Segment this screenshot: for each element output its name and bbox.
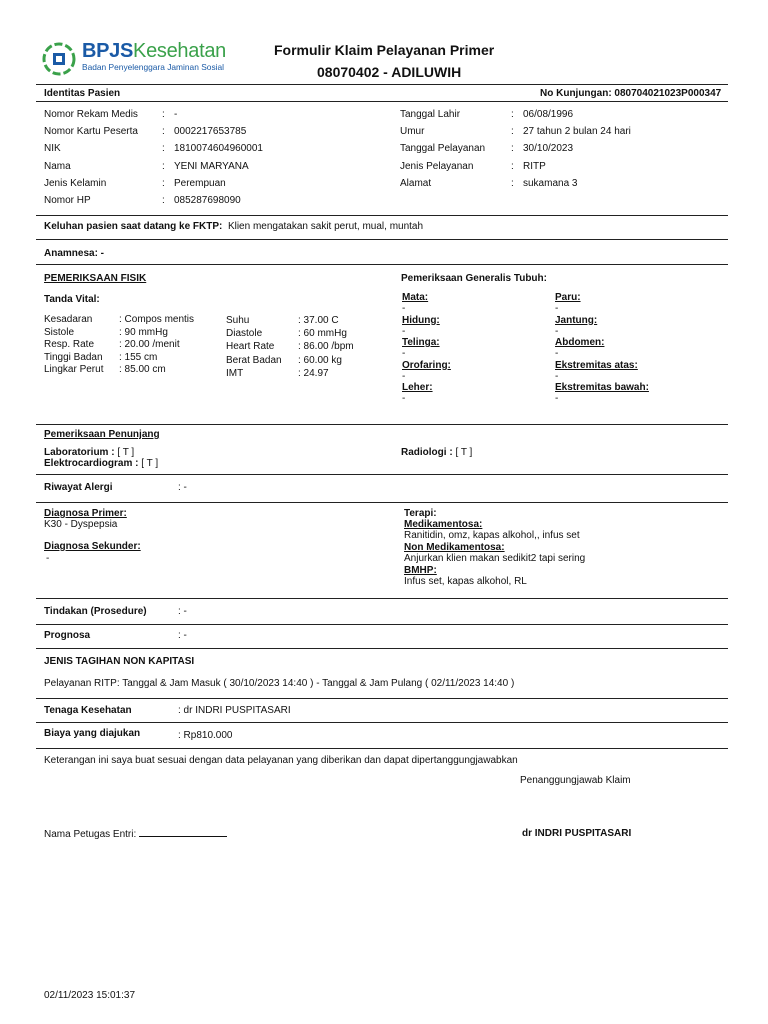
bmhp-value: Infus set, kapas alkohol, RL	[404, 576, 527, 587]
identitas-value: 1810074604960001	[174, 143, 263, 155]
generalis-label: Ekstremitas bawah:	[555, 382, 649, 393]
diagnosa-primer-label: Diagnosa Primer:	[44, 508, 127, 519]
divider	[36, 698, 728, 699]
radiologi-value: [ T ]	[455, 447, 473, 458]
vital-label: Berat Badan	[226, 354, 282, 366]
identitas-label: NIK	[44, 143, 61, 155]
vital-label: Resp. Rate	[44, 339, 95, 351]
identitas-colon: :	[162, 109, 165, 120]
vital-label: Sistole	[44, 326, 75, 338]
identitas-label: Nomor Rekam Medis	[44, 109, 138, 120]
bpjs-logo	[42, 40, 242, 76]
identitas-label: Umur	[400, 126, 425, 138]
petugas-entri-signature-line	[139, 828, 227, 837]
divider	[36, 748, 728, 749]
identitas-value: YENI MARYANA	[174, 160, 249, 172]
divider	[36, 722, 728, 723]
generalis-label: Hidung:	[402, 314, 440, 326]
diagnosa-primer-value: K30 - Dyspepsia	[44, 519, 118, 530]
generalis-value: -	[555, 370, 559, 382]
identitas-label: Tanggal Pelayanan	[400, 143, 486, 155]
identitas-colon: :	[511, 126, 514, 138]
laboratorium-label: Laboratorium :	[44, 447, 115, 458]
divider	[36, 424, 728, 425]
identitas-label: Nomor HP	[44, 195, 91, 206]
vital-label: IMT	[226, 367, 244, 379]
no-kunjungan: No Kunjungan: 080704021023P000347	[540, 88, 722, 99]
vital-value: : 86.00 /bpm	[298, 341, 354, 353]
vital-label: Tinggi Badan	[44, 351, 103, 363]
vital-value: : 60.00 kg	[298, 354, 342, 366]
divider	[36, 624, 728, 625]
identitas-value: sukamana 3	[523, 177, 578, 189]
divider	[36, 101, 728, 102]
anamnesa: Anamnesa: -	[44, 248, 105, 259]
prognosa-value: : -	[178, 630, 187, 641]
tagihan-title: JENIS TAGIHAN NON KAPITASI	[44, 656, 195, 667]
prognosa-label: Prognosa	[44, 630, 91, 641]
identitas-colon: :	[162, 160, 165, 172]
identitas-value: RITP	[523, 160, 546, 172]
alergi-value: : -	[178, 482, 187, 493]
identitas-section-label: Identitas Pasien	[44, 88, 121, 99]
logo-brand-kesehatan: Kesehatan	[133, 40, 226, 62]
identitas-colon: :	[511, 109, 514, 120]
generalis-label: Paru:	[555, 292, 581, 303]
ekg-label: Elektrocardiogram :	[44, 458, 139, 469]
identitas-value: -	[174, 109, 178, 120]
medikamentosa-label: Medikamentosa:	[404, 519, 483, 530]
diagnosa-sekunder-value: -	[46, 553, 50, 564]
generalis-value: -	[402, 393, 406, 404]
vital-value: : 37.00 C	[298, 315, 339, 326]
generalis-value: -	[402, 325, 406, 337]
divider	[36, 84, 728, 85]
identitas-colon: :	[162, 177, 165, 189]
generalis-value: -	[555, 303, 559, 314]
identitas-colon: :	[511, 160, 514, 172]
pemeriksaan-fisik-title: PEMERIKSAAN FISIK	[44, 273, 147, 284]
generalis-label: Leher:	[402, 382, 433, 393]
identitas-value: 06/08/1996	[523, 109, 574, 120]
logo-brand-bpjs: BPJS	[82, 40, 134, 62]
vital-value: : 60 mmHg	[298, 328, 347, 340]
keluhan-label: Keluhan pasien saat datang ke FKTP:	[44, 221, 223, 232]
generalis-value: -	[555, 348, 559, 359]
diagnosa-sekunder-label: Diagnosa Sekunder:	[44, 541, 141, 552]
vital-value: : 20.00 /menit	[119, 339, 180, 351]
non-medikamentosa-value: Anjurkan klien makan sedikit2 tapi sering	[404, 553, 586, 564]
vital-label: Kesadaran	[44, 314, 93, 325]
radiologi-label: Radiologi :	[401, 447, 453, 458]
generalis-label: Orofaring:	[402, 359, 451, 371]
identitas-colon: :	[511, 143, 514, 155]
ekg-row	[44, 458, 158, 469]
tanda-vital-label: Tanda Vital:	[44, 294, 100, 305]
generalis-value: -	[402, 348, 406, 359]
generalis-label: Jantung:	[555, 314, 598, 326]
keluhan-value: Klien mengatakan sakit perut, mual, muntah	[227, 221, 424, 232]
vital-value: : Compos mentis	[119, 314, 195, 325]
bmhp-label: BMHP:	[404, 565, 437, 576]
divider	[36, 648, 728, 649]
generalis-label: Ekstremitas atas:	[555, 359, 638, 371]
penanggungjawab-label: Penanggungjawab Klaim	[520, 775, 631, 786]
laboratorium-value: [ T ]	[117, 447, 135, 458]
non-medikamentosa-label: Non Medikamentosa:	[404, 542, 505, 553]
vital-value: : 24.97	[298, 367, 329, 379]
logo-brand	[82, 40, 226, 63]
divider	[36, 215, 728, 216]
generalis-label: Mata:	[402, 292, 429, 303]
vital-value: : 155 cm	[119, 351, 158, 363]
identitas-label: Nama	[44, 160, 71, 172]
generalis-label: Abdomen:	[555, 337, 605, 348]
identitas-colon: :	[162, 143, 165, 155]
tenaga-label: Tenaga Kesehatan	[44, 705, 132, 716]
identitas-value: 0002217653785	[174, 126, 247, 138]
generalis-value: -	[402, 303, 406, 314]
divider	[36, 239, 728, 240]
footer-timestamp: 02/11/2023 15:01:37	[44, 990, 136, 1001]
divider	[36, 502, 728, 503]
biaya-label: Biaya yang diajukan	[44, 728, 141, 739]
vital-label: Diastole	[226, 328, 263, 340]
medikamentosa-value: Ranitidin, omz, kapas alkohol,, infus set	[404, 530, 580, 541]
keluhan-row	[44, 221, 423, 232]
generalis-value: -	[402, 370, 406, 382]
vital-value: : 85.00 cm	[119, 364, 166, 376]
identitas-label: Jenis Kelamin	[44, 177, 107, 189]
form-title: Formulir Klaim Pelayanan Primer	[274, 42, 495, 58]
vital-label: Suhu	[226, 315, 250, 326]
identitas-label: Nomor Kartu Peserta	[44, 126, 138, 138]
petugas-entri-label: Nama Petugas Entri:	[44, 829, 137, 840]
petugas-entri-row	[44, 828, 227, 840]
generalis-value: -	[555, 393, 559, 404]
identitas-label: Alamat	[400, 177, 432, 189]
divider	[36, 598, 728, 599]
identitas-colon: :	[162, 126, 165, 138]
identitas-value: Perempuan	[174, 177, 226, 189]
identitas-colon: :	[162, 195, 165, 206]
tagihan-text: Pelayanan RITP: Tanggal & Jam Masuk ( 30/10/2023 14:40 ) - Tanggal & Jam Pulang ( 02/11/2023 14:40 )	[44, 678, 515, 689]
identitas-label: Tanggal Lahir	[400, 109, 461, 120]
bpjs-emblem-icon	[42, 42, 76, 76]
form-subtitle: 08070402 - ADILUWIH	[317, 64, 462, 80]
vital-value: : 90 mmHg	[119, 326, 168, 338]
vital-label: Lingkar Perut	[44, 364, 104, 376]
tenaga-value: : dr INDRI PUSPITASARI	[178, 705, 291, 716]
penanggungjawab-name: dr INDRI PUSPITASARI	[522, 828, 632, 839]
ekg-value: [ T ]	[141, 458, 159, 469]
biaya-value: : Rp810.000	[178, 730, 233, 741]
identitas-value: 30/10/2023	[523, 143, 574, 155]
identitas-colon: :	[511, 177, 514, 189]
generalis-label: Telinga:	[402, 337, 440, 348]
keterangan-text: Keterangan ini saya buat sesuai dengan data pelayanan yang diberikan dan dapat dipertanggungjawabkan	[44, 755, 518, 766]
logo-subtitle: Badan Penyelenggara Jaminan Sosial	[82, 62, 225, 72]
laboratorium-row	[44, 447, 134, 458]
penunjang-title: Pemeriksaan Penunjang	[44, 429, 160, 440]
tindakan-label: Tindakan (Prosedure)	[44, 606, 147, 617]
terapi-label: Terapi:	[404, 508, 437, 519]
identitas-value: 085287698090	[174, 195, 241, 206]
tindakan-value: : -	[178, 606, 187, 617]
divider	[36, 264, 728, 265]
identitas-value: 27 tahun 2 bulan 24 hari	[523, 126, 631, 138]
generalis-title: Pemeriksaan Generalis Tubuh:	[401, 273, 547, 284]
radiologi-row	[401, 447, 472, 458]
identitas-label: Jenis Pelayanan	[400, 160, 474, 172]
alergi-label: Riwayat Alergi	[44, 482, 113, 493]
generalis-value: -	[555, 325, 559, 337]
vital-label: Heart Rate	[226, 341, 275, 353]
divider	[36, 474, 728, 475]
